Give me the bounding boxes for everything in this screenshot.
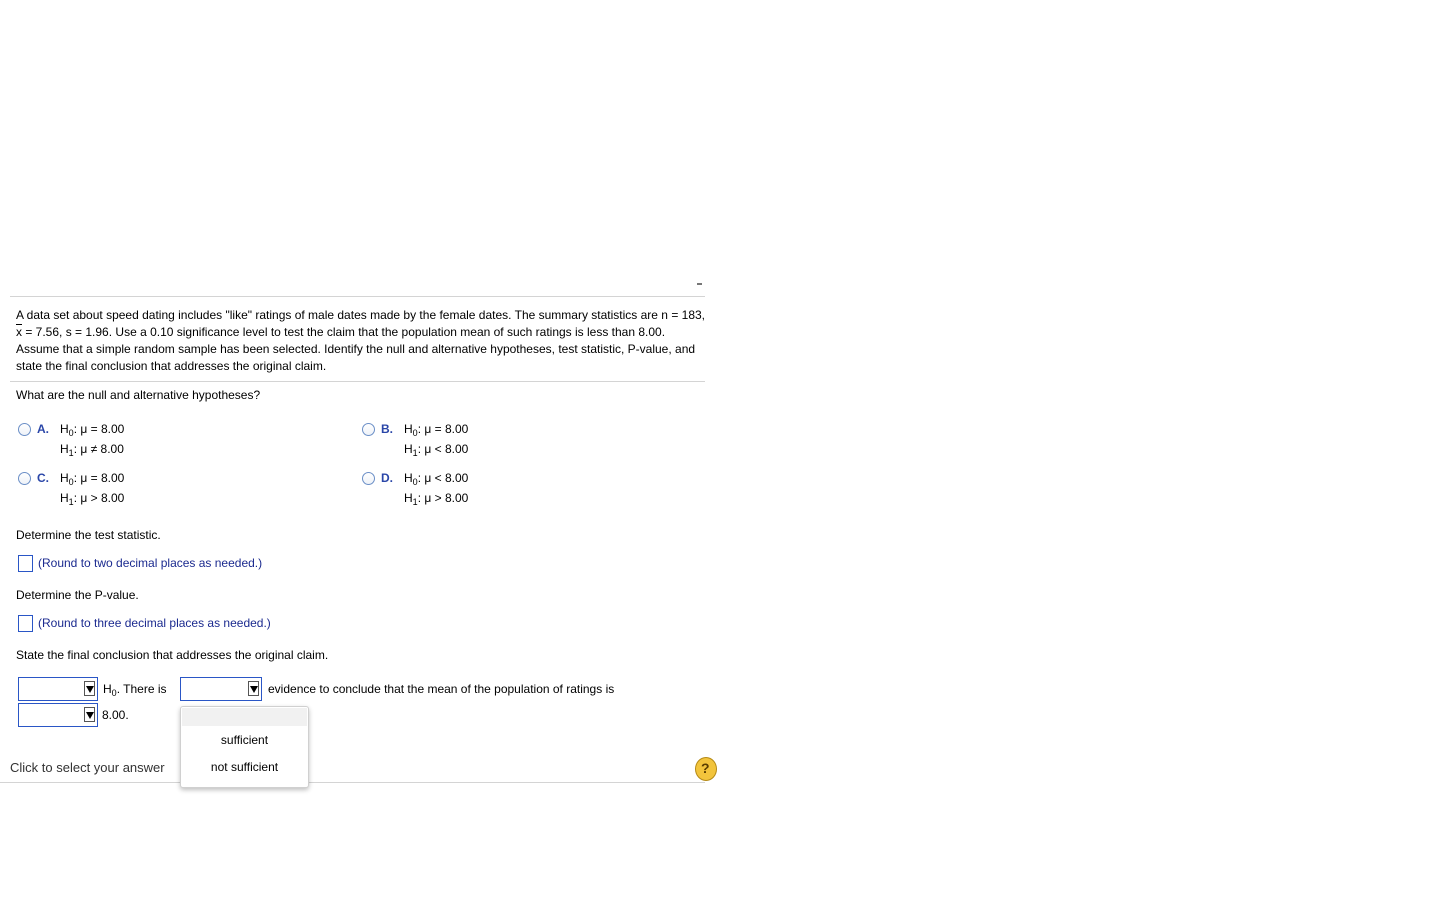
radio-option-d[interactable] [362,472,375,485]
dropdown-option-sufficient[interactable]: sufficient [220,733,269,747]
evidence-text: evidence to conclude that the mean of the population of ratings is [268,682,615,696]
comparison-dropdown[interactable] [18,703,98,727]
option-d-letter[interactable]: D. [381,471,393,485]
option-c-h1[interactable]: $H_1$: μ > 8.00 [60,491,125,507]
evidence-dropdown-list [180,706,309,788]
test-statistic-prompt: Determine the test statistic. [16,528,161,542]
hypotheses-question: What are the null and alternative hypotheses? [16,388,261,402]
test-statistic-hint: (Round to two decimal places as needed.) [38,556,263,570]
chevron-down-icon[interactable] [248,681,259,696]
option-a-letter[interactable]: A. [37,422,49,436]
chevron-down-icon[interactable] [84,681,95,696]
xbar-symbol: $\overline{x}$ [16,325,22,339]
problem-divider [10,381,705,382]
option-c-letter[interactable]: C. [37,471,49,485]
conclusion-h0-text: $H_0$. There is [103,682,167,698]
option-a-h1[interactable]: $H_1$: μ ≠ 8.00 [60,442,124,458]
p-value-hint: (Round to three decimal places as needed.) [38,616,271,630]
radio-option-a[interactable] [18,423,31,436]
help-icon[interactable]: ? [695,757,717,781]
problem-text-2: = 7.56, s = 1.96. Use a 0.10 significance level to test the claim that the population mean of such ratings is less than 8.00. Assume that a simple random sample has been selected. Identify the null and alternative hypotheses, test statistic, P-value, and state the final conclusion that addresses the original claim. [16,325,696,373]
dropdown-option-blank[interactable] [182,708,307,726]
option-b-letter[interactable]: B. [381,422,393,436]
problem-statement [16,307,706,375]
option-b-h0[interactable]: $H_0$: μ = 8.00 [404,422,469,438]
radio-option-b[interactable] [362,423,375,436]
p-value-input[interactable] [18,615,33,632]
conclusion-prompt: State the final conclusion that addresses the original claim. [16,648,329,662]
conclusion-value: 8.00. [102,708,129,722]
p-value-prompt: Determine the P-value. [16,588,139,602]
chevron-down-icon[interactable] [84,707,95,722]
option-c-h0[interactable]: $H_0$: μ = 8.00 [60,471,125,487]
bottom-divider [0,782,705,783]
problem-text-1: A data set about speed dating includes "like" ratings of male dates made by the female dates. The summary statistics are n = 183, [16,308,706,322]
option-d-h1[interactable]: $H_1$: μ > 8.00 [404,491,469,507]
top-divider [10,296,705,297]
menu-dots[interactable] [697,283,702,285]
reject-decision-dropdown[interactable] [18,677,98,701]
option-d-h0[interactable]: $H_0$: μ < 8.00 [404,471,469,487]
option-b-h1[interactable]: $H_1$: μ < 8.00 [404,442,469,458]
radio-option-c[interactable] [18,472,31,485]
option-a-h0[interactable]: $H_0$: μ = 8.00 [60,422,125,438]
test-statistic-input[interactable] [18,555,33,572]
dropdown-option-not-sufficient[interactable]: not sufficient [210,760,279,774]
footer-instruction: Click to select your answer [10,760,165,775]
evidence-dropdown[interactable] [180,677,262,701]
